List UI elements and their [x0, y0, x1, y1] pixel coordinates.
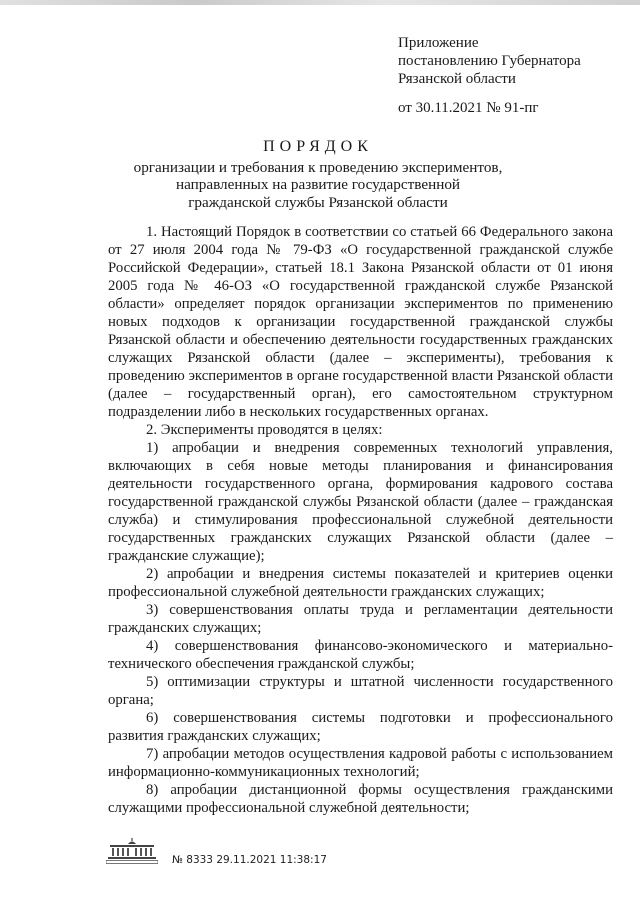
paragraph-1: 1. Настоящий Порядок в соответствии со статьей 66 Федерального закона от 27 июля 2004 года № 79-ФЗ «О государственной гражданской службе Российской Федерации», статьей 18.1 Закона Рязанской области от 01 июня 2005 года № 46-ОЗ «О государственной гражданской службе Рязанской области» определяет порядок организации экспериментов по применению новых подходов к организации государственной гражданской службы Рязанской области и обеспечению деятельности государственных гражданских служащих Рязанской области (далее – эксперименты), требования к проведению экспериментов в органе государственной власти Рязанской области (далее – государственный орган), его самостоятельном структурном подразделении либо в нескольких государственных органах. — [108, 224, 613, 420]
item-5: 5) оптимизации структуры и штатной численности государственного органа; — [108, 674, 613, 708]
item-7: 7) апробации методов осуществления кадровой работы с использованием информационно-коммуникационных технологий; — [108, 746, 613, 780]
item-8: 8) апробации дистанционной формы осуществления гражданскими служащими профессиональной служебной деятельности; — [108, 782, 613, 816]
annex-line-1: Приложение — [398, 35, 479, 51]
paragraph-2: 2. Эксперименты проводятся в целях: — [146, 422, 383, 438]
item-2: 2) апробации и внедрения системы показателей и критериев оценки профессиональной служебной деятельности гражданских служащих; — [108, 566, 613, 600]
item-3: 3) совершенствования оплаты труда и регламентации деятельности гражданских служащих; — [108, 602, 613, 636]
item-6: 6) совершенствования системы подготовки и профессионального развития гражданских служащих; — [108, 710, 613, 744]
annex-date: от 30.11.2021 № 91-пг — [398, 100, 539, 116]
document-body — [108, 223, 613, 817]
title-main: ПОРЯДОК — [263, 138, 373, 155]
annex-header — [398, 34, 628, 117]
annex-line-3: Рязанской области — [398, 71, 516, 87]
item-4: 4) совершенствования финансово-экономического и материально-технического обеспечения гражданской службы; — [108, 638, 613, 672]
document-title — [100, 138, 536, 211]
title-line-2: направленных на развитие государственной — [175, 176, 461, 194]
scan-edge — [0, 0, 640, 5]
title-line-3: гражданской службы Рязанской области — [188, 193, 448, 211]
item-1: 1) апробации и внедрения современных технологий управления, включающих в себя новые методы планирования и финансирования деятельности государственного органа, формирования кадрового состава государственной гражданской службы Рязанской области (далее – гражданская служба) и стимулирования профессиональной служебной деятельности государственных гражданских служащих Рязанской области (далее – гражданские служащие); — [108, 440, 613, 564]
document-footer — [106, 838, 426, 872]
building-emblem-icon — [106, 838, 158, 864]
registration-stamp: № 8333 29.11.2021 11:38:17 — [172, 854, 327, 866]
title-line-1: организации и требования к проведению экспериментов, — [133, 158, 503, 176]
annex-line-2: постановлению Губернатора — [398, 53, 581, 69]
